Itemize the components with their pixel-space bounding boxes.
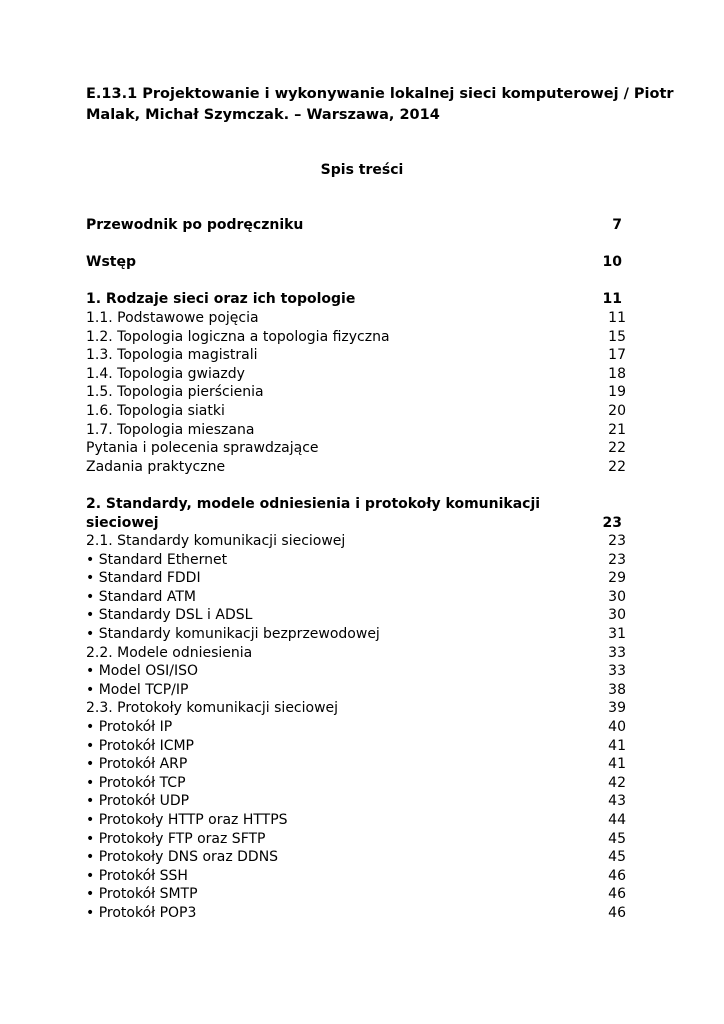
- toc-entry: [86, 625, 626, 644]
- toc-entry: [86, 216, 626, 235]
- toc-entry: [86, 699, 626, 718]
- toc-entry-label: • Standardy DSL i ADSL: [86, 607, 253, 624]
- toc-entry-label: • Standardy komunikacji bezprzewodowej: [86, 626, 380, 643]
- toc-entry: [86, 830, 626, 849]
- toc-entry: [86, 514, 626, 533]
- toc-entry-label: Przewodnik po podręczniku: [86, 217, 304, 233]
- toc-entry: [86, 792, 626, 811]
- toc-entry-label: 2.1. Standardy komunikacji sieciowej: [86, 533, 346, 550]
- document-title-line-1: E.13.1 Projektowanie i wykonywanie lokalnej sieci komputerowej / Piotr: [86, 86, 674, 102]
- toc-entry: [86, 867, 626, 886]
- toc-entry-page-number: 46: [608, 867, 626, 884]
- toc-entry: [86, 811, 626, 830]
- toc-entry: [86, 755, 626, 774]
- toc-entry-label: 1.1. Podstawowe pojęcia: [86, 309, 259, 326]
- toc-entry-label: 1.4. Topologia gwiazdy: [86, 365, 245, 382]
- toc-entry-page-number: 22: [608, 440, 626, 457]
- toc-entry: [86, 346, 626, 365]
- toc-entry-label: • Protokoły FTP oraz SFTP: [86, 830, 266, 847]
- toc-entry-label: 1.3. Topologia magistrali: [86, 347, 258, 364]
- toc-entry-page-number: 7: [612, 217, 622, 233]
- toc-entry: [86, 644, 626, 663]
- toc-entry-label: • Standard Ethernet: [86, 551, 228, 568]
- toc-entry-label: Wstęp: [86, 254, 136, 271]
- toc-entry: [86, 606, 626, 625]
- toc-entry-page-number: 44: [608, 812, 626, 828]
- toc-entry-page-number: 20: [608, 402, 626, 419]
- toc-entry-label: • Protokół IP: [86, 719, 173, 736]
- toc-entry-label: • Standard FDDI: [86, 570, 201, 587]
- toc-entry-label: • Protokół ICMP: [86, 737, 195, 754]
- toc-entry-label: • Protokoły HTTP oraz HTTPS: [86, 812, 288, 828]
- toc-entry-label: • Protokół POP3: [86, 904, 197, 921]
- table-of-contents: [86, 216, 626, 923]
- toc-entry-page-number: 22: [608, 458, 626, 475]
- toc-entry-label: Pytania i polecenia sprawdzające: [86, 440, 319, 457]
- toc-entry-label: sieciowej: [86, 514, 159, 531]
- toc-entry-label: 1.6. Topologia siatki: [86, 402, 225, 419]
- toc-entry-page-number: 30: [608, 607, 626, 624]
- toc-entry-label: • Protokół SMTP: [86, 886, 198, 903]
- toc-entry-page-number: 33: [608, 663, 626, 680]
- toc-entry-label: • Protokoły DNS oraz DDNS: [86, 849, 279, 866]
- toc-entry-label: • Protokół TCP: [86, 774, 186, 791]
- toc-entry-page-number: 15: [608, 328, 626, 345]
- toc-entry: [86, 458, 626, 477]
- toc-entry-label: • Protokół SSH: [86, 867, 188, 884]
- toc-entry-label: 2.3. Protokoły komunikacji sieciowej: [86, 700, 339, 717]
- document-title: [86, 84, 674, 126]
- toc-entry: [86, 532, 626, 551]
- document-title-line-2: Malak, Michał Szymczak. – Warszawa, 2014: [86, 107, 440, 123]
- toc-entry: [86, 309, 626, 328]
- toc-entry-page-number: 19: [608, 384, 626, 401]
- toc-entry-page-number: 11: [608, 309, 626, 326]
- toc-entry-label: 1.7. Topologia mieszana: [86, 421, 255, 438]
- toc-entry-page-number: 23: [608, 551, 626, 568]
- toc-heading: Spis treści: [320, 162, 404, 178]
- toc-entry-page-number: 46: [608, 904, 626, 921]
- toc-entry-label: • Protokół UDP: [86, 793, 190, 810]
- toc-entry-page-number: 33: [608, 644, 626, 661]
- toc-entry-label: 2. Standardy, modele odniesienia i protokoły komunikacji: [86, 495, 541, 512]
- toc-entry: [86, 383, 626, 402]
- toc-entry-label: 1.2. Topologia logiczna a topologia fizyczna: [86, 328, 390, 345]
- toc-entry: [86, 569, 626, 588]
- toc-entry: [86, 551, 626, 570]
- toc-entry: [86, 495, 626, 514]
- toc-entry: [86, 588, 626, 607]
- toc-entry-label: 2.2. Modele odniesienia: [86, 644, 253, 661]
- toc-entry: [86, 439, 626, 458]
- toc-entry-page-number: 18: [608, 365, 626, 382]
- toc-entry-page-number: 38: [608, 681, 626, 698]
- toc-entry: [86, 774, 626, 793]
- toc-entry-label: 1.5. Topologia pierścienia: [86, 384, 264, 401]
- toc-entry: [86, 662, 626, 681]
- toc-entry: [86, 904, 626, 923]
- toc-entry-label: • Protokół ARP: [86, 756, 188, 773]
- toc-entry: [86, 328, 626, 347]
- toc-entry: [86, 718, 626, 737]
- toc-entry: [86, 885, 626, 904]
- toc-entry-page-number: 21: [608, 421, 626, 438]
- toc-entry-page-number: 45: [608, 830, 626, 847]
- toc-entry-page-number: 10: [602, 254, 622, 271]
- toc-entry-page-number: 11: [602, 291, 622, 308]
- toc-entry-page-number: 31: [608, 626, 626, 643]
- toc-entry-page-number: 29: [608, 570, 626, 587]
- toc-entry-page-number: 17: [608, 347, 626, 364]
- toc-entry-page-number: 43: [608, 793, 626, 810]
- toc-entry-page-number: 46: [608, 886, 626, 903]
- toc-entry-label: • Standard ATM: [86, 588, 196, 605]
- toc-entry: [86, 848, 626, 867]
- toc-entry-page-number: 39: [608, 700, 626, 717]
- toc-entry: [86, 737, 626, 756]
- toc-entry-label: 1. Rodzaje sieci oraz ich topologie: [86, 291, 356, 308]
- toc-entry: [86, 681, 626, 700]
- toc-entry-page-number: 45: [608, 849, 626, 866]
- toc-entry: [86, 421, 626, 440]
- toc-entry-page-number: 42: [608, 774, 626, 791]
- toc-entry: [86, 402, 626, 421]
- toc-entry-page-number: 41: [608, 756, 626, 773]
- toc-entry-label: Zadania praktyczne: [86, 458, 226, 475]
- toc-entry-page-number: 23: [602, 514, 622, 531]
- toc-entry: [86, 253, 626, 272]
- toc-entry-label: • Model TCP/IP: [86, 681, 189, 698]
- toc-entry: [86, 365, 626, 384]
- toc-entry-page-number: 23: [608, 533, 626, 550]
- toc-entry-label: • Model OSI/ISO: [86, 663, 198, 680]
- toc-entry-page-number: 40: [608, 719, 626, 736]
- toc-entry-page-number: 30: [608, 588, 626, 605]
- toc-entry-page-number: 41: [608, 737, 626, 754]
- toc-entry: [86, 290, 626, 309]
